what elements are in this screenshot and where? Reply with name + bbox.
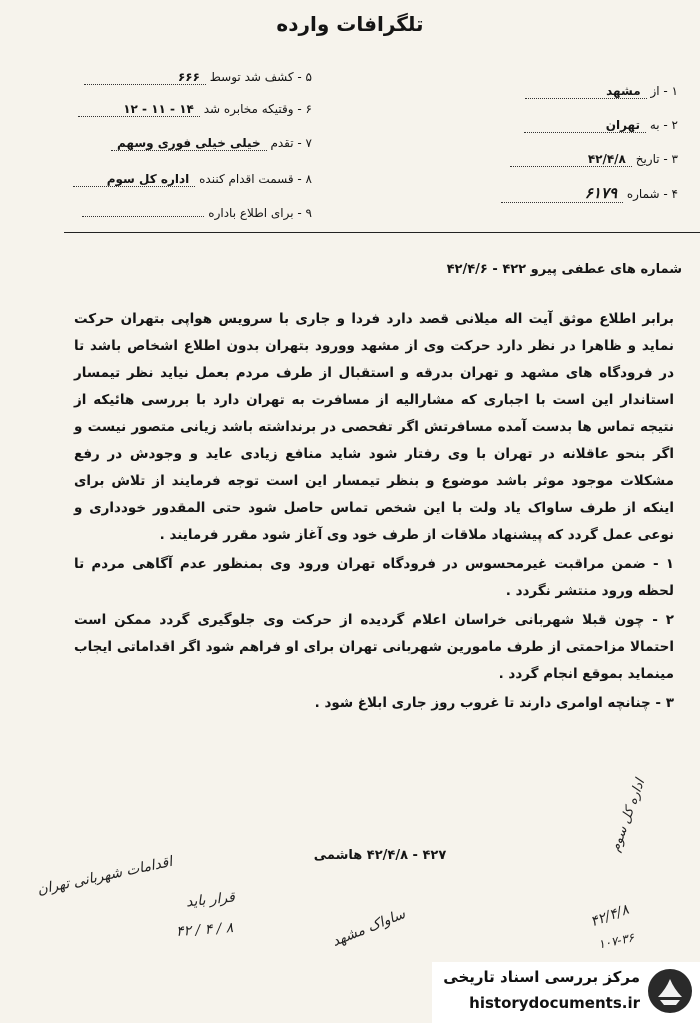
watermark-url: historydocuments.ir (469, 994, 640, 1012)
handwritten-date-bottom: ۴۲/۴/۸ (588, 901, 632, 931)
field-label: ۳ - تاریخ (635, 152, 678, 166)
header-field-number (501, 184, 678, 203)
field-label: ۵ - کشف شد توسط (209, 70, 312, 84)
header-field-date (510, 152, 678, 167)
field-value: ۶۶۶ (84, 70, 206, 85)
field-value: تهران (524, 118, 646, 133)
field-label: ۸ - قسمت اقدام کننده (199, 172, 312, 186)
header-field-transmitted-time (78, 102, 312, 117)
handwritten-note-bottom: ساواک مشهد (329, 906, 408, 950)
sender-signature: ۴۲۷ - ۴۲/۴/۸ هاشمی (313, 848, 447, 863)
handwritten-margin-note: اداره کل سوم (607, 777, 649, 854)
telegram-body (74, 306, 674, 717)
reference-numbers: شماره های عطفی پیرو ۴۲۲ - ۴۲/۴/۶ (446, 262, 682, 277)
handwritten-note-left-mid: قرار باید (185, 889, 236, 911)
field-value: اداره کل سوم (73, 172, 195, 187)
field-value (82, 216, 204, 217)
watermark (432, 962, 700, 1023)
header-field-to (524, 118, 678, 133)
field-value: خیلی خیلی فوری وسهم (111, 136, 267, 151)
field-value: ۱۴ - ۱۱ - ۱۲ (78, 102, 200, 117)
body-item-1: ۱ - ضمن مراقبت غیرمحسوس در فرودگاه تهران ورود وی بمنظور عدم آگاهی مردم تا لحظه ورود منتشر نگردد . (74, 556, 674, 599)
handwritten-note-left-top: اقدامات شهربانی تهران (35, 853, 174, 899)
field-value: مشهد (525, 84, 647, 99)
field-value: ۴۲/۴/۸ (510, 152, 632, 167)
header-field-decoded-by (84, 70, 312, 85)
header-field-priority (111, 136, 312, 151)
watermark-name: مرکز بررسی اسناد تاریخی (443, 968, 640, 986)
handwritten-date-left: ۸ / ۴ / ۴۲ (175, 920, 234, 940)
body-paragraph: برابر اطلاع موثق آیت اله میلانی قصد دارد فردا و جاری با سرویس هواپی بتهران حرکت نماید و ظاهرا در نظر دارد حرکت وی از مشهد وورود بتهران بدون اطلاع اشخاص باشد تا در فرودگاه های مشهد و تهران بدرقه و استقبال از طرف مردم بعمل نیاید نظر تیمسار استاندار این است با اجباری که مشارالیه از مسافرت به تهران دارد با بررسی هائیکه از نتیجه تماس ها بدست آمده مسافرتش اگر تفحصی در برنداشته باشد زیانی متصور نیست و اگر بنحو عاقلانه در تهران با وی رفتار شود شاید منافع زیادی عاید و وجودش در رفع مشکلات موجود موثر باشد موضوع و بنظر تیمسار این است توجه فرمایند از تلاش برای اینکه از طرف ساواک یاد ولت با این شخص تماس حاصل شود حتی المقدور خودداری و نوعی عمل گردد که پیشنهاد ملاقات از طرف خود وی آغاز شود مقرر فرمایند . (74, 311, 674, 543)
header-field-action-department (73, 172, 312, 187)
field-label: ۷ - تقدم (270, 136, 312, 150)
document-title: تلگرافات وارده (276, 12, 424, 36)
handwritten-number-bottom: ۱۰۷-۳۶ (596, 930, 636, 952)
field-label: ۱ - از (650, 84, 678, 98)
field-label: ۲ - به (649, 118, 678, 132)
field-label: ۶ - وقتیکه مخابره شد (203, 102, 312, 116)
field-value: ۶۱۷۹ (501, 184, 623, 203)
book-logo-icon (646, 967, 694, 1015)
header-divider (64, 232, 700, 233)
header-field-from (525, 84, 678, 99)
body-item-2: ۲ - چون قبلا شهربانی خراسان اعلام گردیده از حرکت وی جلوگیری گردد ممکن است احتمالا مزاحمتی از طرف مامورین شهربانی تهران برای او فراهم شود اگر اقداماتی ایجاب مینماید بموقع انجام گردد . (74, 612, 674, 682)
body-item-3: ۳ - چنانچه اوامری دارند تا غروب روز جاری ابلاغ شود . (314, 695, 674, 711)
field-label: ۹ - برای اطلاع باداره (208, 206, 312, 220)
field-label: ۴ - شماره (626, 187, 678, 201)
header-field-for-information (82, 206, 312, 220)
